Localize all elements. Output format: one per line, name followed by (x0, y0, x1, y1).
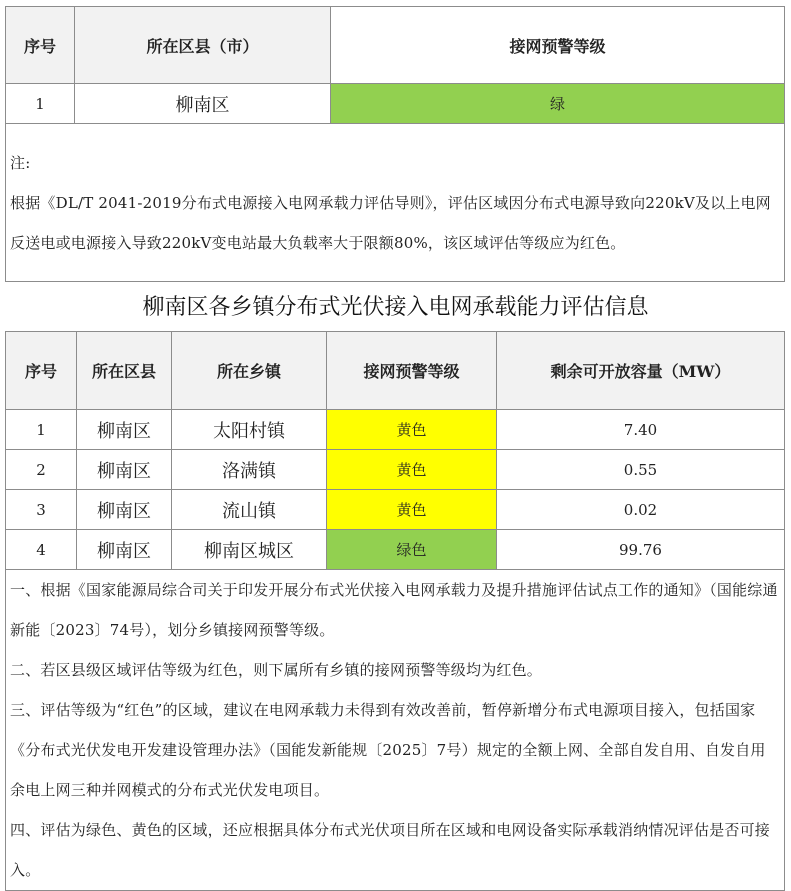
row-town: 太阳村镇 (172, 410, 327, 450)
table-header-row (6, 7, 785, 84)
note-row (6, 570, 785, 891)
note-cell (6, 124, 785, 282)
note-item-4: 四、评估为绿色、黄色的区域，还应根据具体分布式光伏项目所在区域和电网设备实际承载消纳情况评估是否可接入。 (10, 821, 771, 879)
row-county: 柳南区 (77, 490, 172, 530)
row-warning-level: 黄色 (327, 450, 497, 490)
row-county: 柳南区 (77, 410, 172, 450)
row-capacity: 0.55 (497, 450, 785, 490)
table-row (6, 84, 785, 124)
row-index: 1 (6, 410, 77, 450)
row-warning-level: 黄色 (327, 410, 497, 450)
table-header-row (6, 332, 785, 410)
row-capacity: 99.76 (497, 530, 785, 570)
county-warning-table (5, 6, 785, 282)
row-index: 4 (6, 530, 77, 570)
row-warning-level: 黄色 (327, 490, 497, 530)
header-warning-level: 接网预警等级 (327, 332, 497, 410)
header-county: 所在区县 (77, 332, 172, 410)
row-index: 2 (6, 450, 77, 490)
header-county: 所在区县（市） (75, 7, 331, 84)
note-text: 根据《DL/T 2041-2019分布式电源接入电网承载力评估导则》，评估区域因分布式电源导致向220kV及以上电网反送电或电源接入导致220kV变电站最大负载率大于限额80%，该区域评估等级应为红色。 (10, 193, 771, 252)
section-title: 柳南区各乡镇分布式光伏接入电网承载能力评估信息 (142, 295, 649, 320)
header-remaining-capacity: 剩余可开放容量（MW） (497, 332, 785, 410)
row-capacity: 7.40 (497, 410, 785, 450)
row-county: 柳南区 (77, 530, 172, 570)
notes-cell (6, 570, 785, 891)
table-row (6, 490, 785, 530)
header-warning-level: 接网预警等级 (331, 7, 785, 84)
town-capacity-table (5, 331, 785, 891)
row-town: 洛满镇 (172, 450, 327, 490)
note-row (6, 124, 785, 282)
note-item-1: 一、根据《国家能源局综合司关于印发开展分布式光伏接入电网承载力及提升措施评估试点工作的通知》（国能综通新能〔2023〕74号），划分乡镇接网预警等级。 (10, 581, 778, 639)
header-index: 序号 (6, 332, 77, 410)
row-capacity: 0.02 (497, 490, 785, 530)
header-town: 所在乡镇 (172, 332, 327, 410)
row-town: 流山镇 (172, 490, 327, 530)
note-item-2: 二、若区县级区域评估等级为红色，则下属所有乡镇的接网预警等级均为红色。 (10, 661, 543, 679)
row-index: 1 (6, 84, 75, 124)
row-county: 柳南区 (75, 84, 331, 124)
row-index: 3 (6, 490, 77, 530)
table-row (6, 530, 785, 570)
row-county: 柳南区 (77, 450, 172, 490)
header-index: 序号 (6, 7, 75, 84)
row-warning-level: 绿 (331, 84, 785, 124)
row-town: 柳南区城区 (172, 530, 327, 570)
table-row (6, 450, 785, 490)
table-row (6, 410, 785, 450)
note-label: 注: (10, 153, 31, 172)
row-warning-level: 绿色 (327, 530, 497, 570)
note-item-3: 三、评估等级为“红色”的区域，建议在电网承载力未得到有效改善前，暂停新增分布式电源项目接入，包括国家《分布式光伏发电开发建设管理办法》（国能发新能规〔2025〕7号）规定的全额上网、全部自发自用、自发自用余电上网三种并网模式的分布式光伏发电项目。 (10, 701, 766, 799)
